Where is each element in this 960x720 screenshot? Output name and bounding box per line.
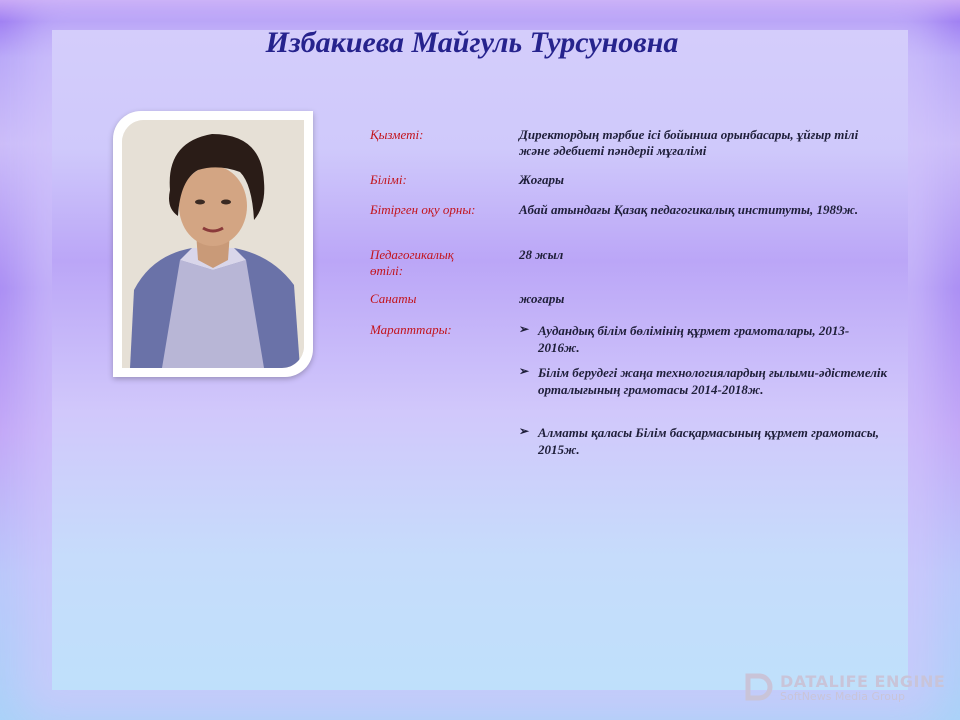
arrow-bullet-icon: ➢	[519, 364, 530, 378]
arrow-bullet-icon: ➢	[519, 322, 530, 336]
value-institution: Абай атындағы Қазақ педагогикалық институты, 1989ж.	[519, 202, 859, 217]
watermark-subtitle: SoftNews Media Group	[780, 690, 905, 703]
label-awards: Марапттары:	[370, 322, 452, 337]
label-education: Білімі:	[370, 172, 407, 187]
portrait-photo	[122, 120, 304, 368]
award-text: Алматы қаласы Білім басқармасының құрмет грамотасы, 2015ж.	[538, 425, 880, 457]
value-position: Директордың тәрбие ісі бойынша орынбасары, ұйғыр тілі және әдебиеті пәндеріі мұғалімі	[519, 127, 859, 158]
label-category: Санаты	[370, 291, 417, 306]
label-institution: Бітірген оқу орны:	[370, 202, 476, 217]
watermark-title: DATALIFE ENGINE	[780, 672, 946, 691]
arrow-bullet-icon: ➢	[519, 424, 530, 438]
portrait-frame	[113, 111, 313, 377]
value-category: жоғары	[519, 291, 565, 306]
label-position: Қызметі:	[370, 127, 424, 142]
award-text: Аудандық білім бөлімінің құрмет грамоталары, 2013-2016ж.	[538, 323, 850, 355]
portrait-illustration	[122, 120, 304, 368]
award-text: Білім берудегі жаңа технологиялардың ғылыми-әдістемелік орталығының грамотасы 2014-2018ж.	[538, 365, 888, 397]
datalife-logo-icon	[744, 672, 774, 702]
watermark	[744, 670, 949, 706]
value-education: Жоғары	[519, 172, 565, 187]
page-title: Избакиева Майгуль Турсуновна	[265, 26, 679, 59]
label-experience: Педагогикалық өтілі:	[370, 247, 454, 278]
value-experience: 28 жыл	[519, 247, 564, 262]
